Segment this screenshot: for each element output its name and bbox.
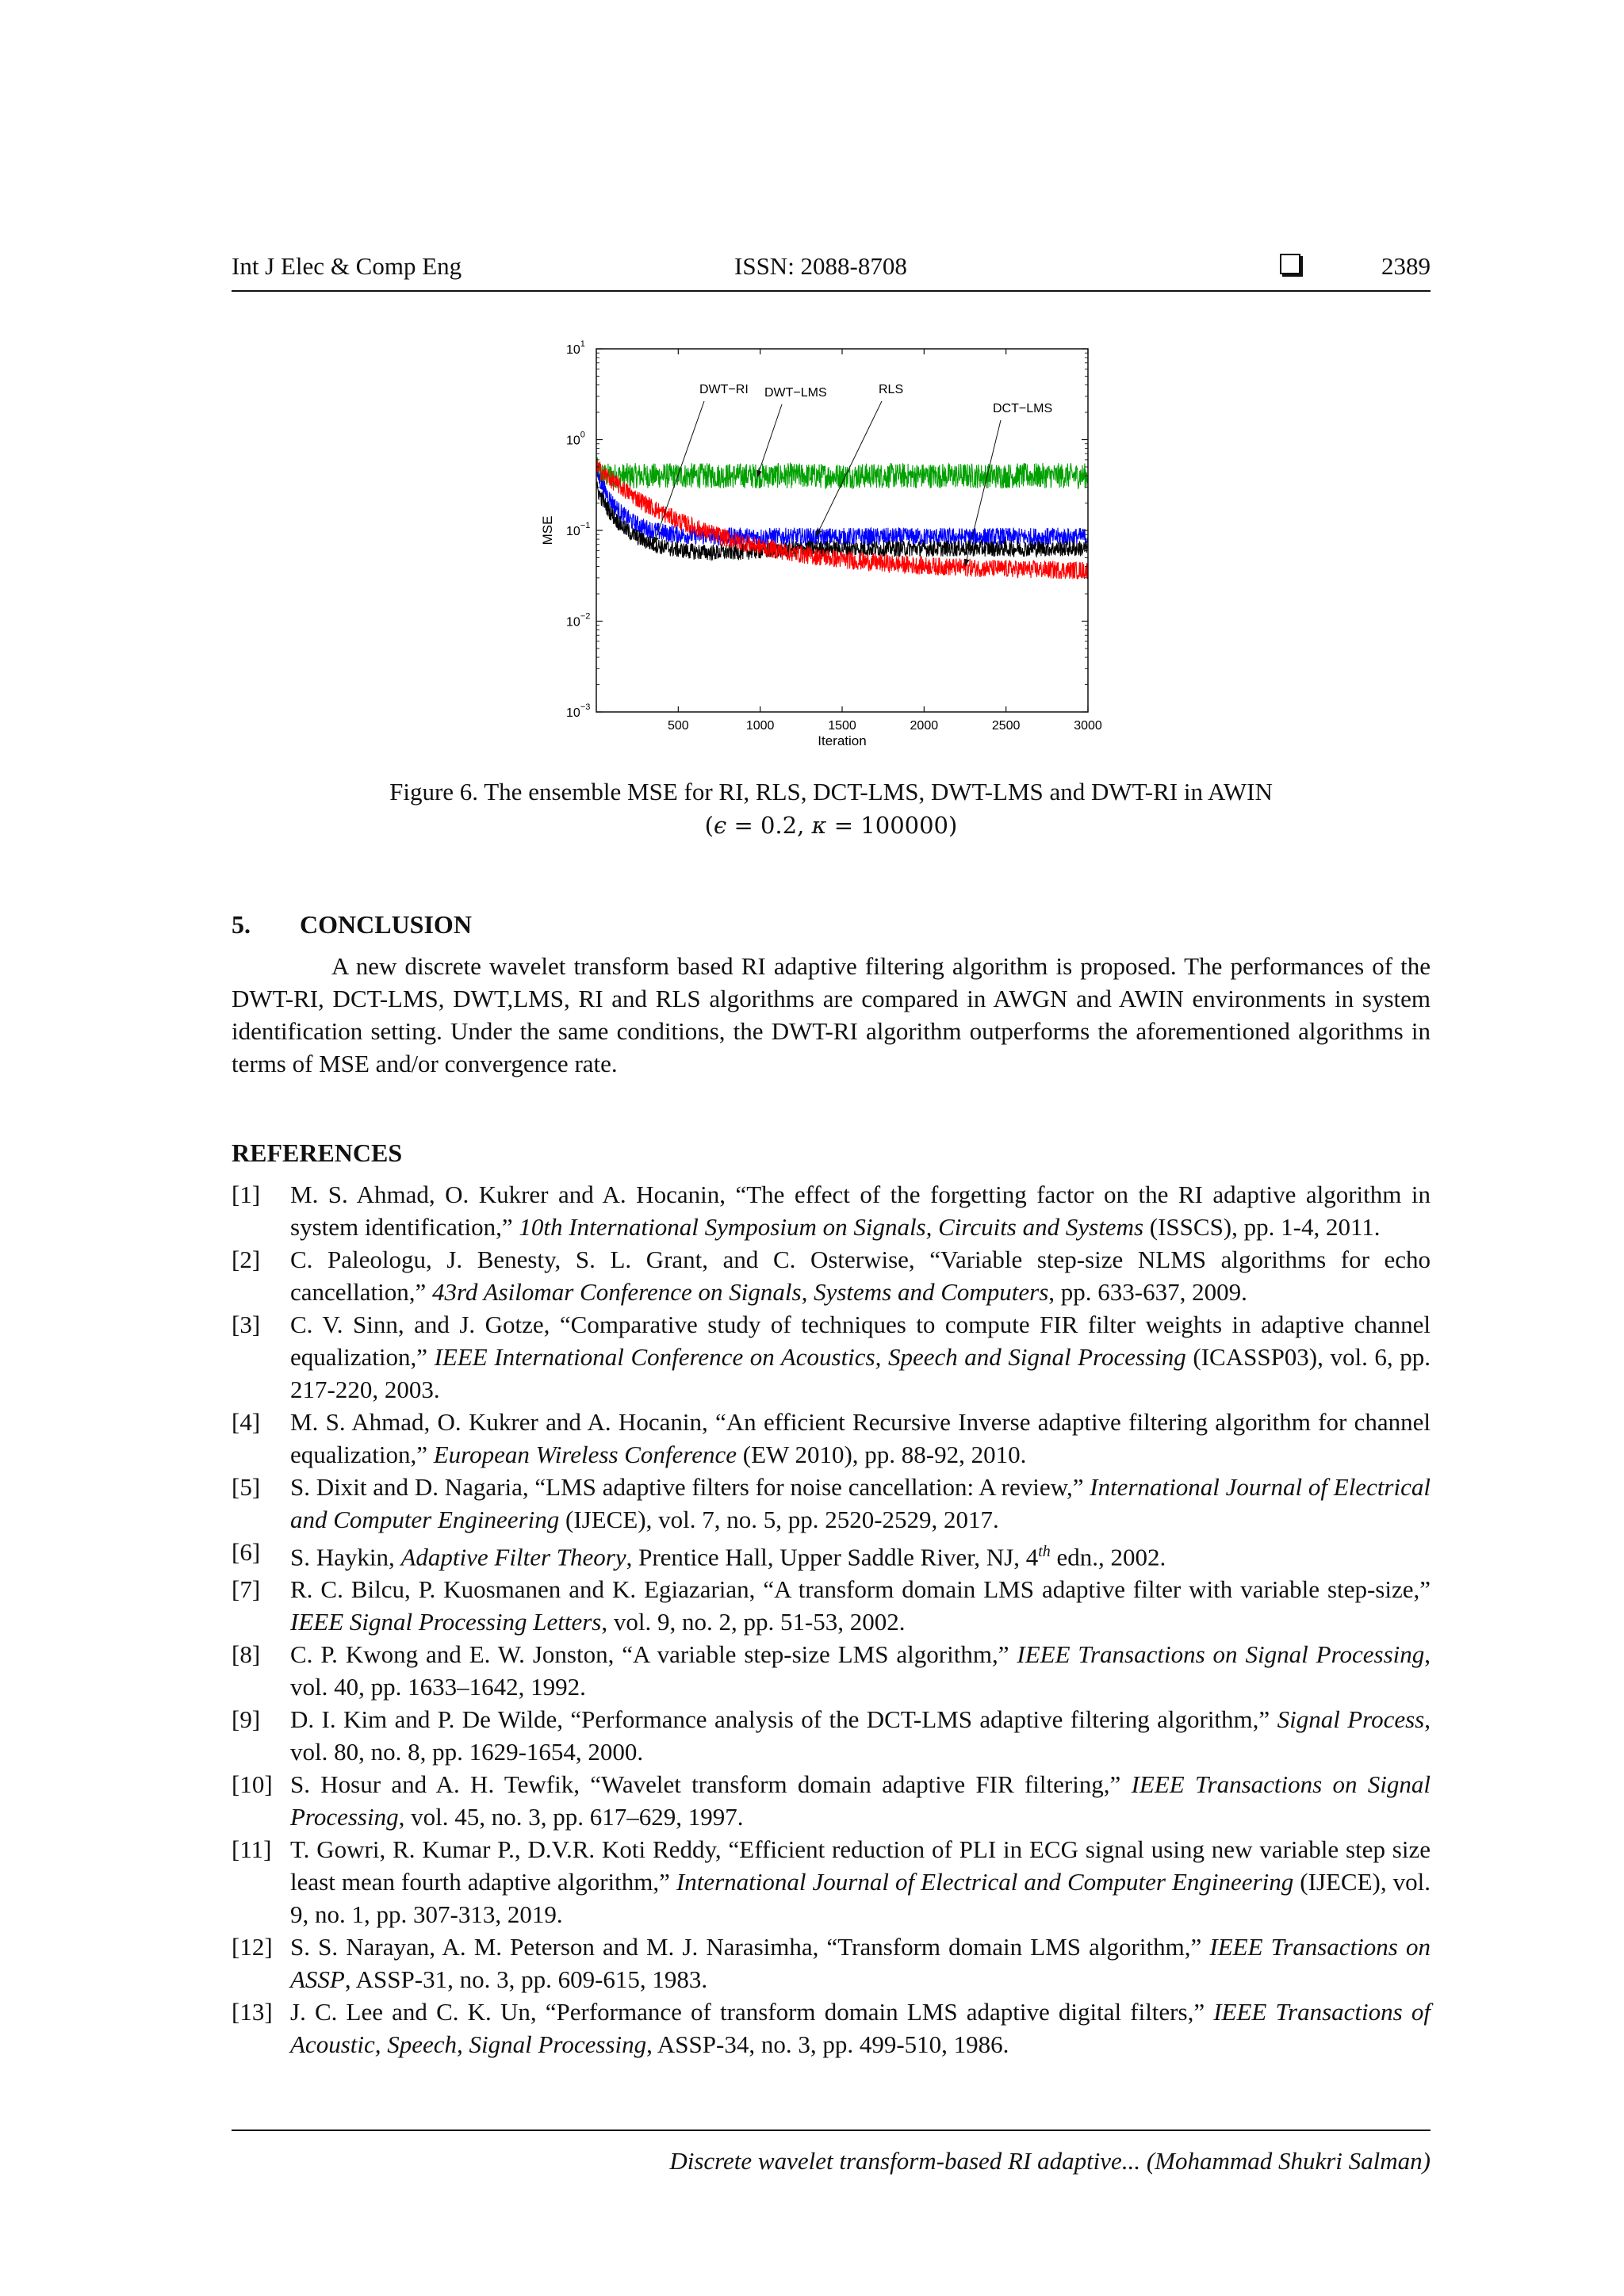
y-tick-label: $10^1$ [566,339,585,357]
x-axis-label: Iteration [818,733,867,748]
reference-number: [8] [232,1640,261,1669]
reference-item [232,1471,1431,1536]
y-axis-label: MSE [540,515,555,545]
conclusion-paragraph: A new discrete wavelet transform based RI adaptive filtering algorithm is proposed. The performances of the DWT-RI, DCT-LMS, DWT,LMS, RI and RLS algorithms are compared in AWGN and AWIN environments in system identification setting. Under the same conditions, the DWT-RI algorithm outperforms the aforementioned algorithms in terms of MSE and/or convergence rate. [232,952,1431,1077]
y-tick-exponent: 1 [580,339,585,349]
reference-text: D. I. Kim and P. De Wilde, “Performance analysis of the DCT-LMS adaptive filtering algorithm,” Signal Process, vol. 80, no. 8, pp. 1629-1654, 2000. [290,1705,1431,1766]
journal-name: Int J Elec & Comp Eng [232,252,462,280]
reference-number: [5] [232,1473,261,1501]
reference-item [232,1996,1431,2061]
caption-line-2: (ϵ = 0.2, κ = 100000) [704,812,958,839]
reference-item [232,1406,1431,1471]
reference-number: [10] [232,1770,273,1799]
page-number: 2389 [1381,252,1431,280]
reference-item [232,1178,1431,1243]
reference-text: M. S. Ahmad, O. Kukrer and A. Hocanin, “The effect of the forgetting factor on the RI adaptive algorithm in system identification,” 10th International Symposium on Signals, Circuits and Systems (ISSCS), pp. 1-4, 2011. [290,1181,1431,1241]
reference-text: C. P. Kwong and E. W. Jonston, “A variable step-size LMS algorithm,” IEEE Transactions on Signal Processing, vol. 40, pp. 1633–1642, 1992. [290,1640,1431,1701]
reference-item [232,1638,1431,1703]
x-tick-label: 1000 [745,719,775,733]
reference-item [232,1573,1431,1638]
x-tick-label: 3000 [1074,719,1102,733]
box-icon [1280,254,1300,274]
reference-number: [9] [232,1705,261,1734]
series-line-ri [596,457,1088,488]
annotation-label: DWT−LMS [764,386,827,400]
y-tick-exponent: 0 [580,430,585,440]
reference-number: [2] [232,1246,261,1273]
mse-chart [523,339,1110,752]
x-tick-label: 1500 [828,719,856,733]
annotation-label: DCT−LMS [993,402,1053,415]
reference-item [232,1243,1431,1308]
x-tick-label: 2500 [991,719,1021,733]
section-heading [232,910,472,939]
x-tick-label: 500 [667,719,689,733]
reference-number: [6] [232,1538,261,1566]
y-tick-exponent: −3 [580,702,591,712]
y-tick-exponent: −2 [580,611,591,622]
reference-item [232,1931,1431,1996]
reference-number: [7] [232,1575,261,1604]
reference-text: C. V. Sinn, and J. Gotze, “Comparative study of techniques to compute FIR filter weights in adaptive channel equalization,” IEEE International Conference on Acoustics, Speech and Signal Processing (ICASSP03), vol. 6, pp. 217-220, 2003. [290,1311,1431,1403]
reference-item [232,1768,1431,1833]
figure-caption [232,775,1431,842]
reference-item [232,1833,1431,1931]
reference-item [232,1308,1431,1406]
reference-text: S. Hosur and A. H. Tewfik, “Wavelet transform domain adaptive FIR filtering,” IEEE Transactions on Signal Processing, vol. 45, no. 3, pp. 617–629, 1997. [290,1770,1431,1831]
caption-line-1: Figure 6. The ensemble MSE for RI, RLS, DCT-LMS, DWT-LMS and DWT-RI in AWIN [389,778,1273,806]
issn: ISSN: 2088-8708 [734,252,907,280]
reference-text: R. C. Bilcu, P. Kuosmanen and K. Egiazarian, “A transform domain LMS adaptive filter with variable step-size,” IEEE Signal Processing Letters, vol. 9, no. 2, pp. 51-53, 2002. [290,1575,1431,1636]
reference-number: [13] [232,1998,273,2026]
reference-text: S. Dixit and D. Nagaria, “LMS adaptive filters for noise cancellation: A review,” International Journal of Electrical and Computer Engineering (IJECE), vol. 7, no. 5, pp. 2520-2529, 2017. [290,1473,1431,1533]
reference-text: S. Haykin, Adaptive Filter Theory, Prentice Hall, Upper Saddle River, NJ, 4th edn., 2002. [290,1543,1166,1571]
reference-text: S. S. Narayan, A. M. Peterson and M. J. Narasimha, “Transform domain LMS algorithm,” IEEE Transactions on ASSP, ASSP-31, no. 3, pp. 609-615, 1983. [290,1933,1431,1994]
page-header [232,252,1431,292]
reference-number: [11] [232,1835,272,1864]
y-tick-label: $10^{-2}$ [566,611,591,629]
y-tick-label: $10^0$ [566,430,585,448]
reference-number: [3] [232,1311,261,1338]
y-tick-label: $10^{-1}$ [566,521,591,538]
y-tick-label: $10^{-3}$ [566,702,591,720]
references-list [232,1178,1431,2061]
section-title: CONCLUSION [300,910,472,939]
reference-text: J. C. Lee and C. K. Un, “Performance of transform domain LMS adaptive digital filters,” IEEE Transactions of Acoustic, Speech, Signal Processing, ASSP-34, no. 3, pp. 499-510, 1986. [290,1998,1431,2059]
x-tick-label: 2000 [910,719,939,733]
reference-number: [12] [232,1933,273,1961]
page-footer: Discrete wavelet transform-based RI adaptive... (Mohammad Shukri Salman) [232,2130,1431,2175]
reference-item [232,1703,1431,1768]
series-group [596,457,1088,580]
annotation-label: RLS [879,383,904,396]
reference-text: C. Paleologu, J. Benesty, S. L. Grant, and C. Osterwise, “Variable step-size NLMS algorithms for echo cancellation,” 43rd Asilomar Conference on Signals, Systems and Computers, pp. 633-637, 2009. [290,1246,1431,1306]
y-tick-exponent: −1 [580,521,591,530]
reference-item [232,1536,1431,1573]
figure-6 [523,339,1110,752]
section-number: 5. [232,910,251,939]
reference-number: [1] [232,1181,261,1208]
annotation-label: DWT−RI [699,383,749,396]
references-heading: REFERENCES [232,1138,403,1167]
reference-number: [4] [232,1408,261,1436]
reference-text: T. Gowri, R. Kumar P., D.V.R. Koti Reddy, “Efficient reduction of PLI in ECG signal using new variable step size least mean fourth adaptive algorithm,” International Journal of Electrical and Computer Engineering (IJECE), vol. 9, no. 1, pp. 307-313, 2019. [290,1835,1431,1929]
reference-text: M. S. Ahmad, O. Kukrer and A. Hocanin, “An efficient Recursive Inverse adaptive filtering algorithm for channel equalization,” European Wireless Conference (EW 2010), pp. 88-92, 2010. [290,1408,1431,1468]
